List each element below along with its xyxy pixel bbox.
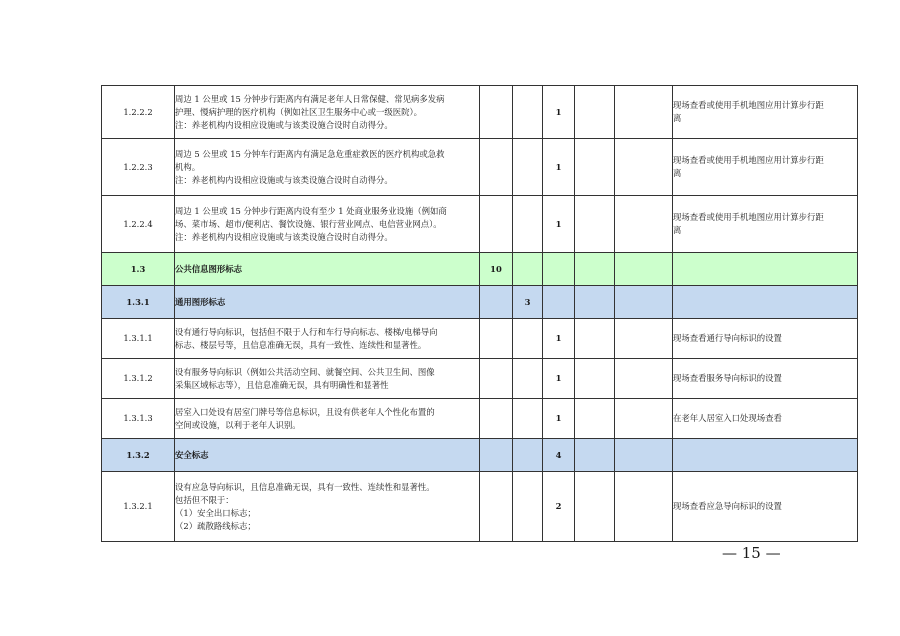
item-code: 1.3.1.1 [102,319,175,359]
score-cell-level4 [543,286,575,319]
blank-cell [615,86,673,139]
blank-cell [615,439,673,472]
subsection-row [102,439,858,472]
score-cell-level2 [480,399,513,439]
subsection-title: 通用图形标志 [175,286,480,319]
item-code: 1.3.1.2 [102,359,175,399]
score-cell-level2 [480,286,513,319]
blank-cell [615,359,673,399]
score-cell-level3 [513,472,543,542]
blank-cell [615,399,673,439]
item-description: 设有应急导向标识，且信息准确无误，具有一致性、连续性和显著性。 包括但不限于： （1）安全出口标志； （2）疏散路线标志； [175,472,480,542]
score-cell-level4: 1 [543,399,575,439]
score-cell-level2 [480,86,513,139]
table-row [102,359,858,399]
item-description: 设有通行导向标识，包括但不限于人行和车行导向标志、楼梯/电梯导向 标志、楼层号等，且信息准确无误，具有一致性、连续性和显著性。 [175,319,480,359]
score-cell-level2 [480,139,513,196]
section-code: 1.3 [102,253,175,286]
score-cell-level3 [513,196,543,253]
table-row [102,319,858,359]
score-cell-level3 [513,439,543,472]
score-cell-level4: 1 [543,196,575,253]
blank-cell [575,86,615,139]
blank-cell [615,139,673,196]
evaluation-method: 现场查看或使用手机地图应用计算步行距 离 [673,139,858,196]
item-code: 1.2.2.4 [102,196,175,253]
blank-cell [673,286,858,319]
score-cell-level2 [480,472,513,542]
blank-cell [575,196,615,253]
score-cell-level4: 2 [543,472,575,542]
score-cell-level4: 1 [543,319,575,359]
item-code: 1.3.1.3 [102,399,175,439]
score-cell-level4: 1 [543,359,575,399]
item-code: 1.3.2.1 [102,472,175,542]
section-title: 公共信息图形标志 [175,253,480,286]
evaluation-method: 现场查看或使用手机地图应用计算步行距 离 [673,196,858,253]
score-cell-level3 [513,359,543,399]
item-description: 周边 1 公里或 15 分钟步行距离内设有至少 1 处商业服务业设施（例如商 场、菜市场、超市/便利店、餐饮设施、银行营业网点、电信营业网点）。 注：养老机构内设相应设施或与该类设施合设时自动得分。 [175,196,480,253]
blank-cell [615,253,673,286]
evaluation-method: 在老年人居室入口处现场查看 [673,399,858,439]
evaluation-table [101,85,858,542]
subsection-title: 安全标志 [175,439,480,472]
score-cell-level3 [513,253,543,286]
blank-cell [615,319,673,359]
score-cell-level3 [513,399,543,439]
blank-cell [575,472,615,542]
table-row [102,196,858,253]
subsection-code: 1.3.2 [102,439,175,472]
section-row [102,253,858,286]
score-cell-level3 [513,139,543,196]
item-description: 周边 1 公里或 15 分钟步行距离内有满足老年人日常保健、常见病多发病 护理、慢病护理的医疗机构（例如社区卫生服务中心或一级医院）。 注：养老机构内设相应设施或与该类设施合设时自动得分。 [175,86,480,139]
score-cell-level4: 1 [543,139,575,196]
score-cell-level4: 4 [543,439,575,472]
score-cell-level4: 1 [543,86,575,139]
blank-cell [575,286,615,319]
subsection-code: 1.3.1 [102,286,175,319]
blank-cell [615,196,673,253]
table-row [102,472,858,542]
item-description: 周边 5 公里或 15 分钟车行距离内有满足急危重症救医的医疗机构或急救 机构。 注：养老机构内设相应设施或与该类设施合设时自动得分。 [175,139,480,196]
blank-cell [615,286,673,319]
evaluation-method: 现场查看通行导向标识的设置 [673,319,858,359]
blank-cell [575,319,615,359]
blank-cell [575,139,615,196]
item-code: 1.2.2.2 [102,86,175,139]
score-cell-level2 [480,319,513,359]
blank-cell [615,472,673,542]
evaluation-method: 现场查看或使用手机地图应用计算步行距 离 [673,86,858,139]
score-cell-level4 [543,253,575,286]
blank-cell [673,439,858,472]
score-cell-level3: 3 [513,286,543,319]
blank-cell [575,359,615,399]
subsection-row [102,286,858,319]
score-cell-level2: 10 [480,253,513,286]
table-row [102,399,858,439]
blank-cell [575,439,615,472]
blank-cell [673,253,858,286]
score-cell-level3 [513,86,543,139]
item-description: 设有服务导向标识（例如公共活动空间、就餐空间、公共卫生间、图像 采集区域标志等），且信息准确无误，具有明确性和显著性 [175,359,480,399]
item-code: 1.2.2.3 [102,139,175,196]
item-description: 居室入口处设有居室门牌号等信息标识，且设有供老年人个性化布置的 空间或设施，以利于老年人识别。 [175,399,480,439]
table-row [102,139,858,196]
evaluation-method: 现场查看服务导向标识的设置 [673,359,858,399]
evaluation-method: 现场查看应急导向标识的设置 [673,472,858,542]
score-cell-level3 [513,319,543,359]
score-cell-level2 [480,196,513,253]
score-cell-level2 [480,359,513,399]
blank-cell [575,399,615,439]
table-row [102,86,858,139]
blank-cell [575,253,615,286]
page-number: — 15 — [722,544,781,562]
score-cell-level2 [480,439,513,472]
